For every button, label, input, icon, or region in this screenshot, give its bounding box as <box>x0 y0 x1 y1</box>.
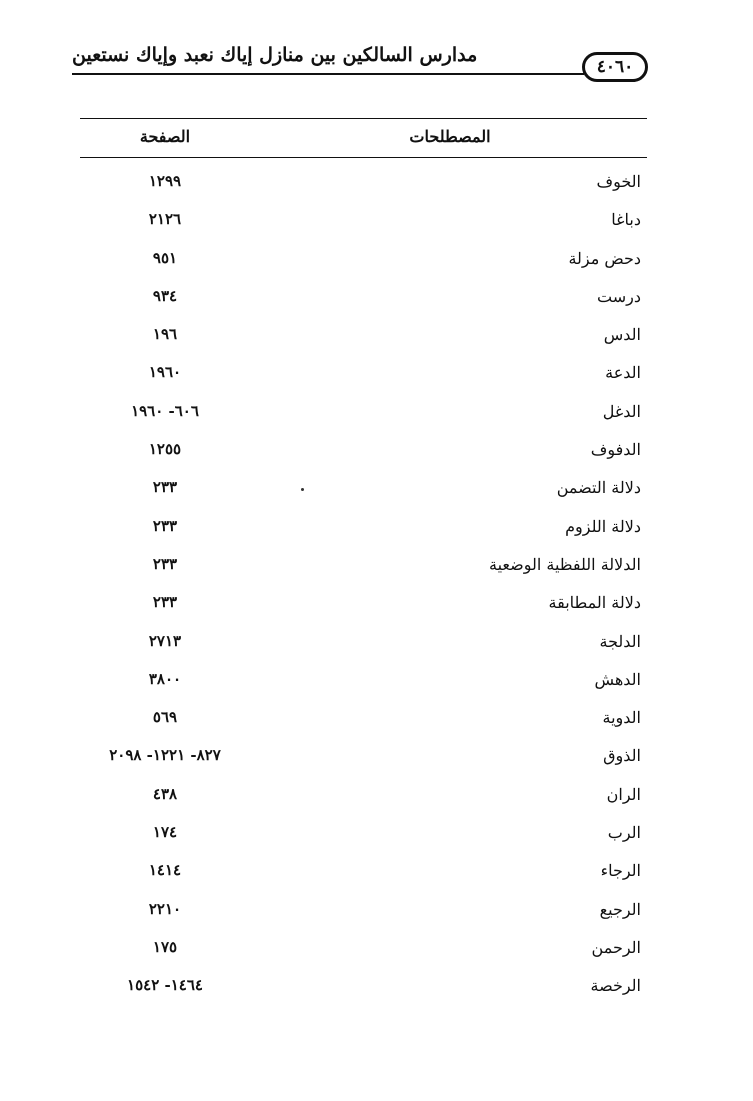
term-cell: الدفوف <box>590 440 641 460</box>
term-cell: الدس <box>603 325 641 345</box>
term-cell: الذوق <box>603 746 641 766</box>
page-cell: ١٩٦٠ <box>148 363 182 382</box>
term-cell: دلالة المطابقة <box>548 593 641 613</box>
page-cell: ٤٣٨ <box>152 784 178 803</box>
index-row <box>80 509 647 547</box>
header-rule <box>72 73 584 75</box>
term-cell: الدلجة <box>599 631 641 651</box>
term-cell: الدغل <box>602 401 641 421</box>
index-row <box>80 892 647 930</box>
index-row <box>80 279 647 317</box>
index-rows <box>80 158 647 1007</box>
term-cell: الدعة <box>605 363 641 383</box>
index-row <box>80 700 647 738</box>
page-cell: ١٢٩٩ <box>148 172 182 190</box>
index-row <box>80 317 647 355</box>
page-cell: ٣٨٠٠ <box>148 669 182 688</box>
index-row <box>80 164 647 202</box>
term-cell: الرجيع <box>599 899 641 919</box>
term-cell: درست <box>597 286 641 306</box>
index-row <box>80 662 647 700</box>
index-row <box>80 624 647 662</box>
index-row <box>80 738 647 776</box>
page-cell: ١٤١٤ <box>148 861 182 880</box>
page-cell: ٩٥١ <box>152 248 178 267</box>
page-cell: ١٧٤ <box>152 823 178 842</box>
page-cell: ٥٦٩ <box>152 708 178 727</box>
term-cell: دحض مزلة <box>568 248 641 268</box>
scan-speck <box>301 488 304 491</box>
index-row <box>80 202 647 240</box>
term-cell: الدهش <box>594 669 641 689</box>
term-cell: الدوية <box>602 708 641 728</box>
index-row <box>80 355 647 393</box>
page-cell: ٢٣٣ <box>152 478 178 497</box>
page-cell: ٨٢٧- ١٢٢١- ٢٠٩٨ <box>109 746 221 765</box>
page-cell: ٢٣٣ <box>152 554 178 573</box>
term-cell: دلالة التضمن <box>556 478 641 498</box>
index-row <box>80 777 647 815</box>
index-row <box>80 470 647 508</box>
page-cell: ٢٣٣ <box>152 516 178 535</box>
index-row <box>80 432 647 470</box>
page-header <box>72 34 648 90</box>
index-row <box>80 394 647 432</box>
page-cell: ٢٧١٣ <box>148 631 182 650</box>
table-header <box>80 119 647 157</box>
page-cell: ٢٣٣ <box>152 593 178 612</box>
page-cell: ١٢٥٥ <box>148 440 182 459</box>
index-row <box>80 547 647 585</box>
term-cell: الخوف <box>596 172 641 191</box>
index-row <box>80 853 647 891</box>
term-cell: دلالة اللزوم <box>565 516 641 536</box>
page-cell: ١٤٦٤- ١٥٤٢ <box>127 976 203 995</box>
page-cell: ٢٢١٠ <box>148 899 182 918</box>
page-cell: ٢١٢٦ <box>148 210 182 229</box>
page-cell: ٩٣٤ <box>152 286 178 305</box>
index-row <box>80 968 647 1006</box>
term-cell: الرب <box>607 823 641 843</box>
term-cell: الدلالة اللفظية الوضعية <box>488 554 641 574</box>
index-row <box>80 815 647 853</box>
index-table <box>80 118 647 1007</box>
index-row <box>80 241 647 279</box>
index-row <box>80 930 647 968</box>
page-number-badge: ٤٠٦٠ <box>582 52 648 82</box>
book-title: مدارس السالكين بين منازل إياك نعبد وإياك نستعين <box>72 44 478 66</box>
page-cell: ١٧٥ <box>152 937 178 956</box>
terms-column-header: المصطلحات <box>409 127 491 146</box>
index-row <box>80 585 647 623</box>
term-cell: الرحمن <box>591 937 641 957</box>
page-cell: ٦٠٦- ١٩٦٠ <box>131 401 199 420</box>
term-cell: الرخصة <box>590 976 641 996</box>
page-cell: ١٩٦ <box>152 325 178 344</box>
term-cell: الرجاء <box>600 861 641 881</box>
term-cell: دباغا <box>611 210 641 230</box>
term-cell: الران <box>606 784 641 804</box>
pages-column-header: الصفحة <box>139 127 191 146</box>
